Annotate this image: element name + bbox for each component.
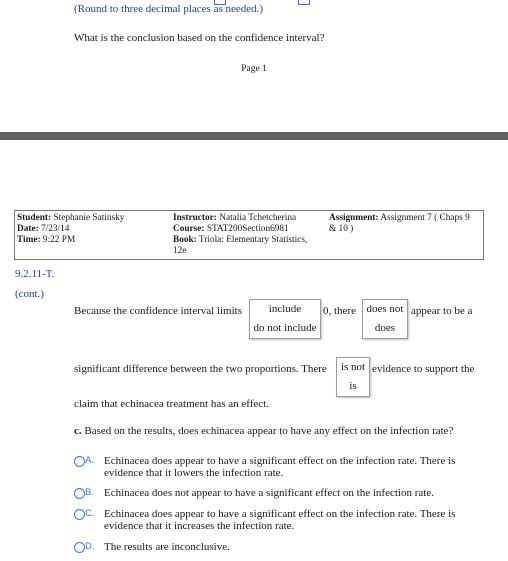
- option-text-cont: evidence that it lowers the infection rate.: [104, 467, 284, 479]
- dropdown-option[interactable]: do not include: [253, 322, 317, 334]
- assignment-column: Assignment: Assignment 7 ( Chaps 9 & 10 ): [329, 213, 470, 234]
- does-dropdown[interactable]: [362, 299, 408, 339]
- course-value: STAT200Section6981: [206, 224, 289, 234]
- student-name: Stephanie Satinsky: [53, 213, 125, 223]
- option-letter: C.: [85, 508, 95, 519]
- problem-id: 9.2.11-T.: [15, 268, 55, 280]
- sentence-1-suffix: appear to be a: [411, 305, 473, 317]
- radio-icon[interactable]: [74, 509, 85, 520]
- radio-icon[interactable]: [74, 542, 85, 553]
- date-value: 7/23/14: [41, 224, 70, 234]
- assignment-info-header: [14, 210, 484, 260]
- page-divider: [0, 132, 508, 140]
- option-letter: D.: [85, 541, 95, 552]
- option-text-cont: evidence that it increases the infection rate.: [104, 520, 295, 532]
- radio-icon[interactable]: [74, 456, 85, 467]
- option-letter: A.: [85, 455, 94, 466]
- part-c-question: [74, 425, 453, 437]
- part-c-label: c.: [74, 425, 82, 437]
- option-letter: B.: [85, 487, 94, 498]
- book-value-cont: 12e: [173, 246, 187, 256]
- time-value: 9:22 PM: [42, 235, 76, 245]
- dropdown-option[interactable]: is not: [340, 361, 366, 373]
- assignment-value-cont: & 10 ): [329, 224, 354, 234]
- option-text: Echinacea does appear to have a significant effect on the infection rate. There is: [104, 508, 456, 520]
- page-number: Page 1: [241, 64, 267, 74]
- dropdown-option[interactable]: does not: [366, 303, 404, 315]
- sentence-1-prefix: Because the confidence interval limits: [74, 305, 242, 317]
- problem-cont: (cont.): [15, 288, 45, 300]
- radio-icon[interactable]: [74, 488, 85, 499]
- clipped-answer-box[interactable]: [298, 0, 310, 5]
- include-dropdown[interactable]: [249, 299, 321, 339]
- instructor-column: Instructor: Natalia Tchetcherina Course: STAT200Section6981 Book: Triola: Elementary Statistics, 12e: [173, 213, 308, 256]
- conclusion-question: What is the conclusion based on the confidence interval?: [74, 32, 325, 44]
- student-column: Student: Stephanie Satinsky Date: 7/23/14 Time: 9:22 PM: [17, 213, 125, 245]
- option-text: Echinacea does not appear to have a significant effect on the infection rate.: [104, 487, 434, 499]
- sentence-2-prefix: significant difference between the two proportions. There: [74, 363, 327, 375]
- dropdown-option[interactable]: does: [374, 322, 396, 334]
- dropdown-option[interactable]: is: [349, 380, 357, 392]
- option-text: Echinacea does appear to have a significant effect on the infection rate. There is: [104, 455, 456, 467]
- is-dropdown[interactable]: [336, 357, 370, 397]
- part-c-text: Based on the results, does echinacea appear to have any effect on the infection rate?: [84, 425, 454, 437]
- dropdown-option[interactable]: include: [268, 303, 302, 315]
- option-text: The results are inconclusive.: [104, 541, 230, 553]
- book-value: Triola: Elementary Statistics,: [198, 235, 308, 245]
- assignment-value: Assignment 7 ( Chaps 9: [380, 213, 470, 223]
- instructor-name: Natalia Tchetcherina: [219, 213, 297, 223]
- sentence-3: claim that echinacea treatment has an effect.: [74, 398, 269, 410]
- sentence-1-mid: 0, there: [323, 305, 356, 317]
- sentence-2-suffix: evidence to support the: [372, 363, 475, 375]
- rounding-note: (Round to three decimal places as needed.): [74, 3, 264, 15]
